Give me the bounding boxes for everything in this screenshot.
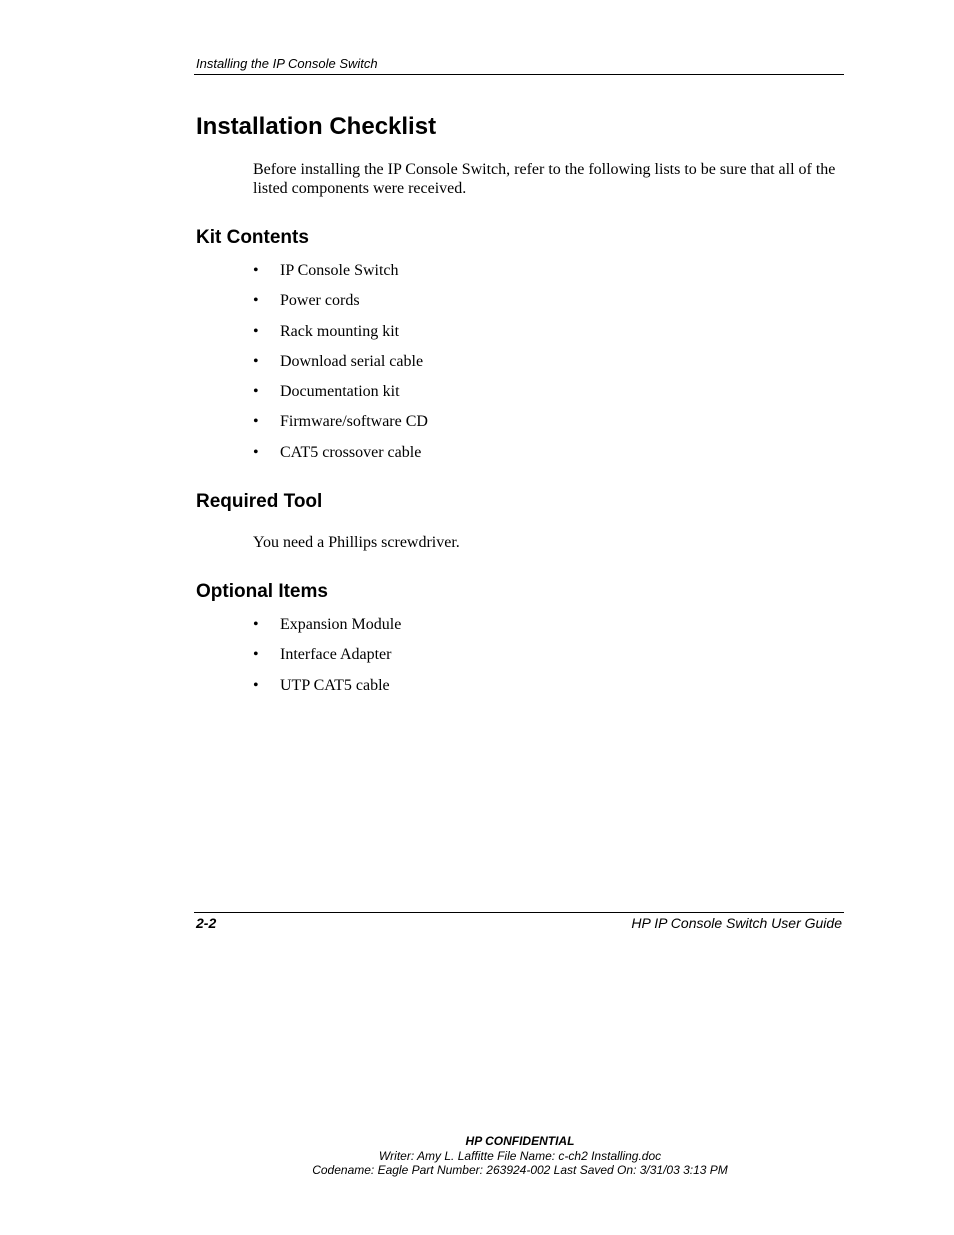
- confidential-codename-line: Codename: Eagle Part Number: 263924-002 Last Saved On: 3/31/03 3:13 PM: [312, 1163, 728, 1177]
- required-tool-text: You need a Phillips screwdriver.: [253, 534, 460, 551]
- bullet-icon: •: [253, 646, 259, 664]
- list-item-text: Rack mounting kit: [280, 322, 400, 340]
- list-item-text: Interface Adapter: [280, 646, 392, 664]
- page-number: 2-2: [196, 915, 217, 931]
- bullet-icon: •: [253, 413, 259, 431]
- bullet-icon: •: [253, 292, 259, 310]
- guide-title: HP IP Console Switch User Guide: [631, 915, 842, 931]
- bullet-icon: •: [253, 383, 259, 401]
- intro-paragraph: Before installing the IP Console Switch, refer to the following lists to be sure that all of the listed components were received.: [253, 161, 836, 197]
- list-item-text: IP Console Switch: [280, 262, 399, 279]
- bullet-icon: •: [253, 262, 259, 279]
- confidential-label: HP CONFIDENTIAL: [465, 1134, 575, 1148]
- bullet-icon: •: [253, 616, 259, 633]
- list-item-text: CAT5 crossover cable: [280, 443, 422, 461]
- footer-rule: [194, 912, 844, 913]
- list-item-text: Download serial cable: [280, 352, 424, 370]
- list-item-text: Power cords: [280, 292, 360, 310]
- page-title: Installation Checklist: [196, 113, 437, 140]
- required-tool-heading: Required Tool: [196, 491, 323, 512]
- bullet-icon: •: [253, 322, 259, 340]
- optional-items-heading: Optional Items: [196, 581, 328, 602]
- kit-contents-heading: Kit Contents: [196, 227, 309, 248]
- header-rule: [194, 74, 844, 75]
- bullet-icon: •: [253, 676, 259, 694]
- confidential-writer-line: Writer: Amy L. Laffitte File Name: c-ch2 Installing.doc: [378, 1149, 662, 1163]
- list-item-text: UTP CAT5 cable: [280, 676, 390, 694]
- list-item-text: Firmware/software CD: [280, 413, 428, 431]
- bullet-icon: •: [253, 443, 259, 461]
- list-item-text: Documentation kit: [280, 383, 400, 401]
- running-header: Installing the IP Console Switch: [196, 56, 378, 71]
- bullet-icon: •: [253, 352, 259, 370]
- list-item-text: Expansion Module: [280, 616, 402, 633]
